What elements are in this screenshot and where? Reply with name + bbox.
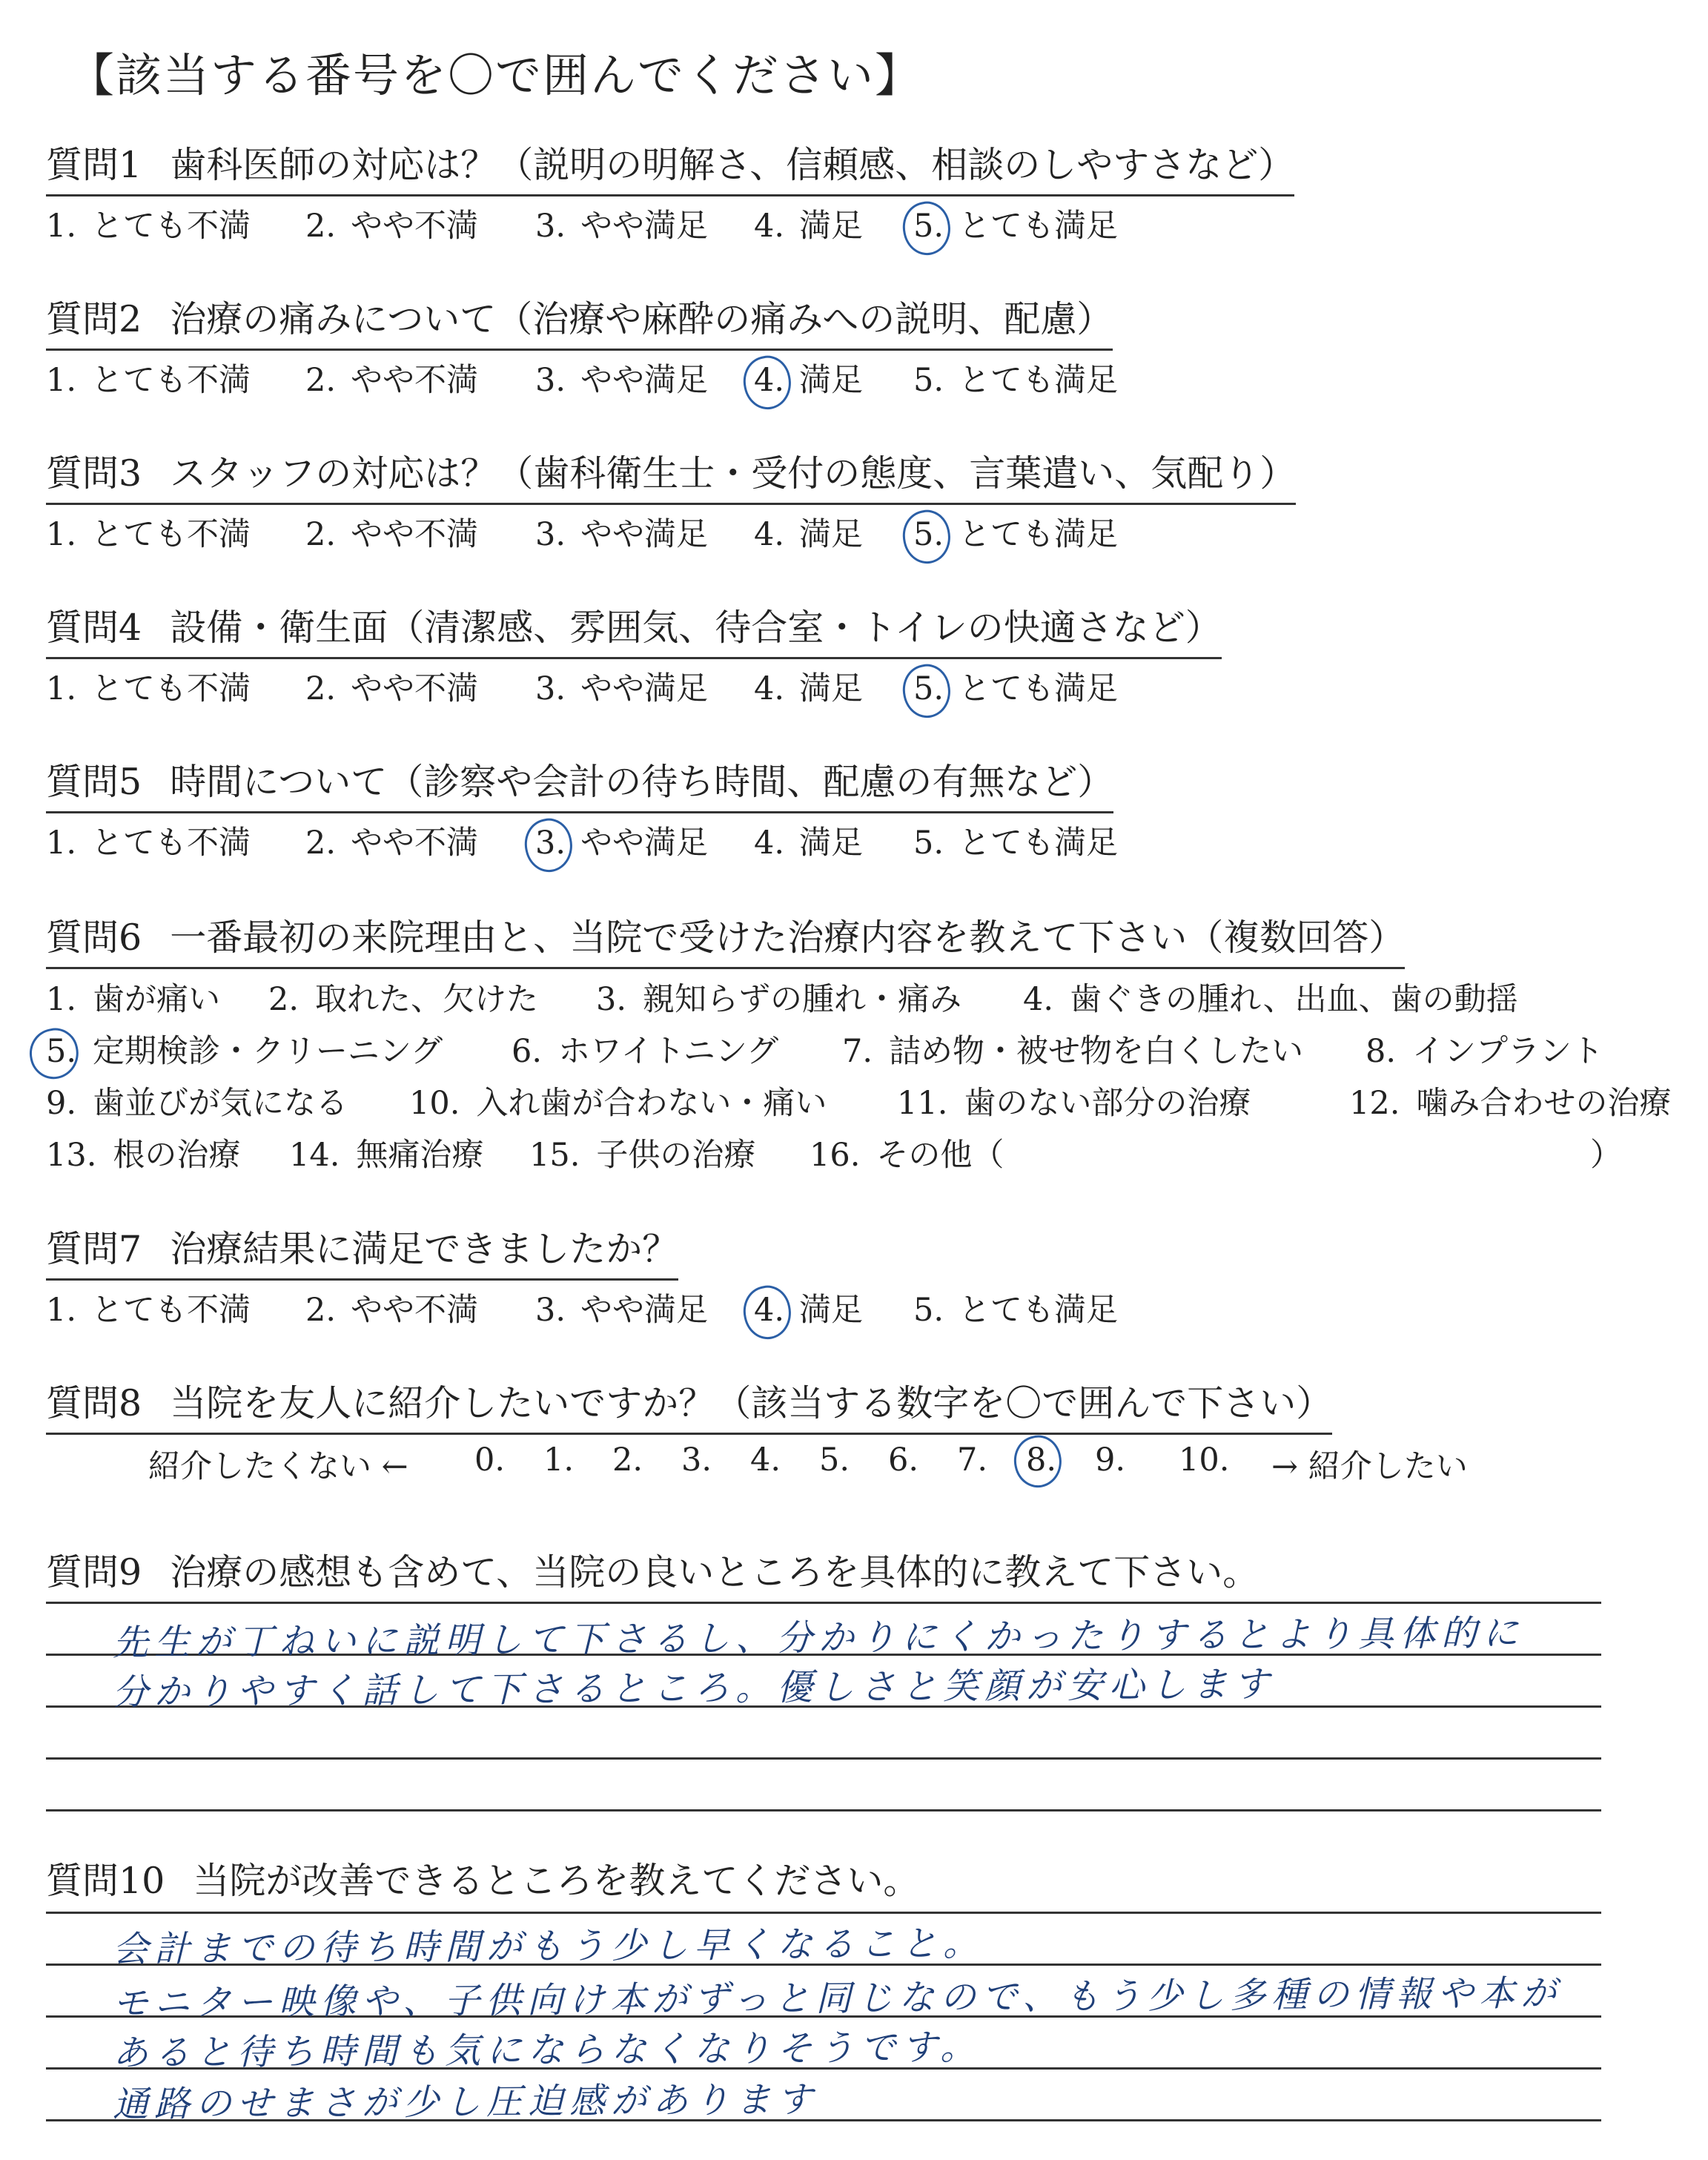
scale-number: 7.	[957, 1441, 988, 1479]
option-number: 11.	[897, 1085, 948, 1122]
option-label: とても不満	[91, 362, 251, 399]
question-4-title	[46, 604, 1222, 659]
option-label: やや不満	[351, 208, 479, 245]
answer-line	[46, 1912, 1601, 1914]
treatment-option[interactable]	[289, 1130, 483, 1175]
treatment-option[interactable]	[268, 974, 538, 1020]
rating-option[interactable]	[913, 818, 1118, 863]
option-number: 15.	[529, 1137, 580, 1174]
option-label: とても満足	[959, 825, 1119, 862]
option-label: やや不満	[351, 825, 479, 862]
treatment-option[interactable]	[596, 974, 961, 1020]
treatment-option[interactable]	[529, 1130, 755, 1175]
treatment-option[interactable]	[46, 1078, 348, 1123]
option-label: やや満足	[580, 362, 709, 399]
treatment-option[interactable]	[46, 1026, 443, 1071]
option-label: やや不満	[351, 362, 479, 399]
option-label: 詰め物・被せ物を白くしたい	[889, 1033, 1304, 1070]
rating-option[interactable]	[754, 1285, 863, 1330]
option-number: 2.	[305, 670, 337, 707]
option-number: 5.	[46, 1033, 76, 1070]
option-label: 定期検診・クリーニング	[93, 1033, 443, 1070]
rating-option[interactable]	[754, 664, 863, 709]
option-number: 7.	[842, 1033, 873, 1070]
treatment-option[interactable]	[1349, 1078, 1671, 1123]
scale-number: 3.	[681, 1441, 712, 1479]
option-number: 4.	[1023, 981, 1054, 1018]
scale-value[interactable]	[1026, 1441, 1056, 1479]
question-4	[46, 604, 1222, 708]
rating-option[interactable]	[46, 509, 251, 555]
selection-circle	[738, 351, 796, 414]
treatment-option[interactable]	[1366, 1026, 1603, 1071]
question-text: スタッフの対応は？（歯科衛生士・受付の態度、言葉遣い、気配り）	[170, 452, 1297, 495]
rating-option[interactable]	[913, 201, 1118, 246]
option-label: とても不満	[91, 516, 251, 553]
option-number: 3.	[535, 516, 566, 553]
option-number: 14.	[289, 1137, 340, 1174]
option-label: やや不満	[351, 670, 479, 707]
rating-option[interactable]	[46, 664, 251, 709]
question-text: 歯科医師の対応は？（説明の明解さ、信頼感、相談のしやすさなど）	[170, 144, 1295, 186]
option-number: 9.	[46, 1085, 77, 1122]
option-number: 1.	[46, 981, 77, 1018]
scale-number: 1.	[543, 1441, 575, 1479]
selection-circle	[1009, 1431, 1066, 1492]
option-number: 4.	[754, 670, 785, 707]
option-number: 3.	[596, 981, 627, 1018]
option-number: 13.	[46, 1137, 97, 1174]
question-number: 質問7	[46, 1228, 142, 1270]
selection-circle	[898, 506, 956, 568]
option-number: 16.	[810, 1137, 861, 1174]
question-7	[46, 1225, 1119, 1330]
scale-value[interactable]	[681, 1441, 712, 1479]
option-label: 根の治療	[113, 1137, 241, 1174]
option-label: その他（	[876, 1137, 1004, 1174]
option-number: 2.	[305, 208, 337, 245]
scale-value[interactable]	[750, 1441, 781, 1479]
rating-option[interactable]	[535, 509, 708, 555]
question-number: 質問3	[46, 452, 142, 495]
option-label: とても不満	[91, 208, 251, 245]
option-label: 歯が痛い	[93, 981, 221, 1018]
rating-option[interactable]	[305, 818, 478, 863]
option-label: やや満足	[580, 1292, 709, 1329]
scale-number: 9.	[1095, 1441, 1126, 1479]
rating-option[interactable]	[305, 355, 478, 400]
handwritten-answer-line: モニター映像や、子供向け本がずっと同じなので、もう少し多種の情報や本が	[112, 1972, 1563, 2024]
question-3	[46, 449, 1296, 554]
option-label: 満足	[799, 208, 864, 245]
question-8	[46, 1379, 1332, 1435]
selection-circle	[898, 660, 956, 722]
option-label: 無痛治療	[356, 1137, 484, 1174]
option-label: 噛み合わせの治療	[1416, 1085, 1672, 1122]
question-1	[46, 141, 1294, 245]
scale-value[interactable]	[543, 1441, 574, 1479]
option-number: 5.	[913, 825, 944, 862]
question-number: 質問10	[46, 1860, 165, 1902]
rating-option[interactable]	[305, 1285, 478, 1330]
question-text: 設備・衛生面（清潔感、雰囲気、待合室・トイレの快適さなど）	[170, 607, 1222, 649]
scale-right-label: → 紹介したい	[1271, 1448, 1468, 1485]
rating-option[interactable]	[754, 818, 863, 863]
question-number: 質問9	[46, 1551, 142, 1593]
question-text: 治療の痛みについて（治療や麻酔の痛みへの説明、配慮）	[170, 298, 1113, 340]
handwritten-answer-line: 通路のせまさが少し圧迫感があります	[112, 2078, 819, 2126]
question-6	[46, 914, 1405, 969]
question-text: 一番最初の来院理由と、当院で受けた治療内容を教えて下さい（複数回答）	[170, 916, 1406, 959]
handwritten-answer-line: 先生が丁ねいに説明して下さるし、分かりにくかったりするとより具体的に	[112, 1612, 1525, 1664]
option-number: 2.	[268, 981, 299, 1018]
option-label: とても満足	[959, 1292, 1119, 1329]
rating-option[interactable]	[754, 201, 863, 246]
option-number: 4.	[754, 208, 785, 245]
rating-option[interactable]	[754, 355, 863, 400]
question-7-title	[46, 1225, 678, 1281]
question-2-title	[46, 295, 1113, 351]
option-number: 4.	[754, 516, 785, 553]
option-label: 満足	[799, 825, 864, 862]
question-number: 質問1	[46, 144, 142, 186]
question-number: 質問4	[46, 607, 142, 649]
option-label: インプラント	[1412, 1033, 1604, 1070]
scale-value[interactable]	[888, 1441, 918, 1479]
rating-option[interactable]	[535, 664, 708, 709]
option-number: 12.	[1349, 1085, 1400, 1122]
rating-option[interactable]	[913, 509, 1118, 555]
question-text: 当院を友人に紹介したいですか？（該当する数字を〇で囲んで下さい）	[170, 1382, 1333, 1424]
question-number: 質問8	[46, 1382, 142, 1424]
option-label: 満足	[799, 1292, 864, 1329]
option-number: 5.	[913, 362, 944, 399]
option-label: やや満足	[580, 825, 709, 862]
rating-options	[46, 664, 1222, 708]
scale-value[interactable]	[612, 1441, 643, 1479]
question-5	[46, 758, 1119, 862]
option-number: 1.	[46, 825, 77, 862]
selection-circle	[25, 1024, 84, 1083]
treatment-option[interactable]	[46, 1130, 240, 1175]
question-5-title	[46, 758, 1113, 813]
option-label: 満足	[799, 362, 864, 399]
answer-line	[46, 1757, 1601, 1760]
scale-value[interactable]	[1179, 1441, 1229, 1479]
option-number: 3.	[535, 670, 566, 707]
rating-option[interactable]	[913, 664, 1118, 709]
option-number: 5.	[913, 670, 944, 707]
option-number: 1.	[46, 670, 77, 707]
question-number: 質問6	[46, 916, 142, 959]
treatment-option[interactable]	[897, 1078, 1251, 1123]
rating-option[interactable]	[46, 355, 251, 400]
question-9-title	[46, 1544, 1259, 1596]
selection-circle	[738, 1281, 796, 1344]
rating-options	[46, 201, 1294, 245]
question-text: 治療の感想も含めて、当院の良いところを具体的に教えて下さい。	[170, 1551, 1260, 1593]
option-number: 4.	[754, 362, 784, 399]
rating-option[interactable]	[754, 509, 863, 555]
option-number: 10.	[409, 1085, 460, 1122]
option-label: とても満足	[959, 670, 1119, 707]
question-text: 時間について（診察や会計の待ち時間、配慮の有無など）	[170, 761, 1114, 803]
option-label: 取れた、欠けた	[315, 981, 539, 1018]
selection-circle	[898, 197, 956, 260]
other-close-paren: ）	[1590, 1137, 1622, 1174]
option-number: 3.	[535, 1292, 566, 1329]
scale-value[interactable]	[819, 1441, 850, 1479]
option-number: 1.	[46, 208, 77, 245]
option-label: やや不満	[351, 1292, 479, 1329]
handwritten-answer-line: 分かりやすく話して下さるところ。優しさと笑顔が安心します	[112, 1663, 1276, 1714]
scale-number: 0.	[474, 1441, 506, 1479]
option-number: 4.	[754, 825, 785, 862]
option-label: とても不満	[91, 1292, 251, 1329]
instruction-header: 【該当する番号を〇で囲んでください】	[68, 48, 923, 102]
rating-option[interactable]	[46, 201, 251, 246]
option-label: とても不満	[91, 670, 251, 707]
option-label: とても満足	[959, 362, 1119, 399]
treatment-option[interactable]	[1023, 974, 1518, 1020]
option-label: 親知らずの腫れ・痛み	[643, 981, 962, 1018]
option-label: ホワイトニング	[558, 1033, 779, 1070]
rating-option[interactable]	[913, 1285, 1118, 1330]
scale-number: 5.	[819, 1441, 850, 1479]
rating-options	[46, 355, 1119, 400]
handwritten-answer-line: あると待ち時間も気にならなくなりそうです。	[112, 2026, 982, 2075]
option-number: 1.	[46, 516, 77, 553]
rating-options	[46, 818, 1119, 862]
treatment-option[interactable]	[46, 974, 220, 1020]
option-number: 6.	[512, 1033, 543, 1070]
option-number: 2.	[305, 1292, 337, 1329]
rating-option[interactable]	[305, 201, 478, 246]
treatment-option[interactable]	[810, 1130, 1004, 1175]
rating-option[interactable]	[535, 818, 708, 863]
rating-option[interactable]	[305, 509, 478, 555]
question-6-title	[46, 914, 1405, 969]
scale-number: 4.	[750, 1441, 781, 1479]
option-number: 2.	[305, 825, 337, 862]
option-number: 3.	[535, 208, 566, 245]
question-10-title	[46, 1852, 919, 1904]
rating-option[interactable]	[535, 201, 708, 246]
scale-value[interactable]	[1095, 1441, 1125, 1479]
rating-option[interactable]	[305, 664, 478, 709]
answer-line	[46, 1602, 1601, 1604]
option-label: やや不満	[351, 516, 479, 553]
selection-circle	[520, 814, 577, 876]
option-label: やや満足	[580, 208, 709, 245]
scale-left-label: 紹介したくない ←	[148, 1448, 408, 1485]
option-number: 8.	[1366, 1033, 1397, 1070]
question-text: 治療結果に満足できましたか？	[170, 1228, 679, 1270]
option-number: 2.	[305, 516, 337, 553]
option-label: やや満足	[580, 670, 709, 707]
scale-number: 6.	[888, 1441, 919, 1479]
rating-option[interactable]	[46, 818, 251, 863]
scale-number: 10.	[1179, 1441, 1230, 1479]
option-label: 入れ歯が合わない・痛い	[476, 1085, 827, 1122]
treatment-option[interactable]	[409, 1078, 827, 1123]
question-3-title	[46, 449, 1296, 505]
option-label: 満足	[799, 670, 864, 707]
scale-number: 8.	[1026, 1441, 1057, 1479]
rating-option[interactable]	[913, 355, 1118, 400]
rating-option[interactable]	[535, 1285, 708, 1330]
question-2	[46, 295, 1119, 400]
option-label: 歯ぐきの腫れ、出血、歯の動揺	[1070, 981, 1518, 1018]
option-number: 5.	[913, 516, 944, 553]
option-label: やや満足	[580, 516, 709, 553]
option-number: 4.	[754, 1292, 784, 1329]
answer-line	[46, 1809, 1601, 1811]
option-number: 1.	[46, 362, 77, 399]
scale-value[interactable]	[474, 1441, 505, 1479]
option-number: 5.	[913, 1292, 944, 1329]
question-1-title	[46, 141, 1294, 196]
treatment-option[interactable]	[512, 1026, 778, 1071]
question-8-title	[46, 1379, 1332, 1435]
option-number: 3.	[535, 362, 566, 399]
question-text: 当院が改善できるところを教えてください。	[193, 1860, 920, 1902]
scale-value[interactable]	[957, 1441, 987, 1479]
rating-options	[46, 509, 1296, 554]
option-number: 2.	[305, 362, 337, 399]
treatment-option[interactable]	[842, 1026, 1303, 1071]
option-label: 満足	[799, 516, 864, 553]
option-label: とても満足	[959, 516, 1119, 553]
option-label: とても不満	[91, 825, 251, 862]
handwritten-answer-line: 会計までの待ち時間がもう少し早くなること。	[112, 1922, 985, 1971]
scale-number: 2.	[612, 1441, 643, 1479]
rating-option[interactable]	[535, 355, 708, 400]
question-number: 質問5	[46, 761, 142, 803]
question-number: 質問2	[46, 298, 142, 340]
option-number: 1.	[46, 1292, 77, 1329]
option-number: 5.	[913, 208, 944, 245]
option-label: 歯並びが気になる	[93, 1085, 348, 1122]
option-label: 歯のない部分の治療	[964, 1085, 1251, 1122]
option-label: 子供の治療	[596, 1137, 756, 1174]
option-label: とても満足	[959, 208, 1119, 245]
rating-options	[46, 1285, 1119, 1330]
rating-option[interactable]	[46, 1285, 251, 1330]
option-number: 3.	[535, 825, 566, 862]
